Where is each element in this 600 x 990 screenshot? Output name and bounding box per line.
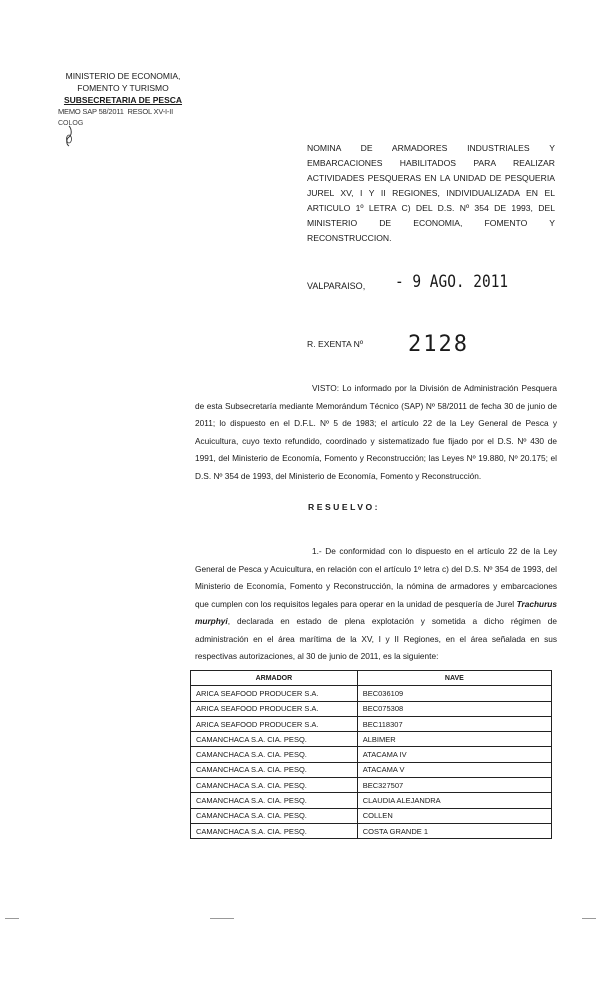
armadores-table [190,670,552,839]
resuelvo-heading: RESUELVO: [308,502,380,512]
date-stamp: - 9 AGO. 2011 [395,272,509,292]
article-1-text-b: , declarada en estado de plena explotación y sometida a dicho régimen de administración en el área marítima de la XV, I y II Regiones, en el área señalada en sus respectivas autorizaciones, al 30 de junio de 2011, es la siguiente: [195,616,557,661]
exenta-label: R. EXENTA Nº [307,339,363,349]
table-row [191,808,552,823]
scan-edge-mark [5,918,19,919]
subsecretaria-name: SUBSECRETARIA DE PESCA [63,95,183,105]
table-row [191,778,552,793]
document-title: NOMINA DE ARMADORES INDUSTRIALES Y EMBARCACIONES HABILITADOS PARA REALIZAR ACTIVIDADES PESQUERAS EN LA UNIDAD DE PESQUERIA JUREL XV, I Y II REGIONES, INDIVIDUALIZADA EN EL ARTICULO 1º LETRA C) DEL D.S. Nº 354 DE 1993, DEL MINISTERIO DE ECONOMIA, FOMENTO Y RECONSTRUCCION. [307,143,555,243]
column-header-armador: ARMADOR [191,671,358,686]
nave-cell: CLAUDIA ALEJANDRA [357,793,551,808]
nave-cell: ALBIMER [357,732,551,747]
nave-cell: COSTA GRANDE 1 [357,823,551,838]
resolution-number: 2128 [408,332,469,357]
table-row [191,716,552,731]
ministry-name-line1: MINISTERIO DE ECONOMIA, [65,71,181,81]
table-row [191,793,552,808]
nave-cell: ATACAMA V [357,762,551,777]
column-header-nave: NAVE [357,671,551,686]
nave-cell: COLLEN [357,808,551,823]
armador-cell: ARICA SEAFOOD PRODUCER S.A. [191,686,358,701]
armador-cell: CAMANCHACA S.A. CIA. PESQ. [191,823,358,838]
reference-code: COLOG [58,120,84,127]
armador-cell: CAMANCHACA S.A. CIA. PESQ. [191,808,358,823]
armador-cell: ARICA SEAFOOD PRODUCER S.A. [191,701,358,716]
table-row [191,732,552,747]
visto-paragraph: VISTO: Lo informado por la División de Administración Pesquera de esta Subsecretaría mediante Memorándum Técnico (SAP) Nº 58/2011 de fecha 30 de junio de 2011; lo dispuesto en el D.F.L. Nº 5 de 1983; el artículo 22 de la Ley General de Pesca y Acuicultura, cuyo texto refundido, coordinado y sistematizado fue fijado por el D.S. Nº 430 de 1991, del Ministerio de Economía, Fomento y Reconstrucción; las Leyes Nº 19.880, Nº 20.175; el D.S. Nº 354 de 1993, del Ministerio de Economía, Fomento y Reconstrucción. [195,383,557,481]
armador-cell: CAMANCHACA S.A. CIA. PESQ. [191,778,358,793]
armador-cell: CAMANCHACA S.A. CIA. PESQ. [191,747,358,762]
nave-cell: BEC036109 [357,686,551,701]
table-row [191,686,552,701]
place-label: VALPARAISO, [307,281,366,291]
species-name: Trachurus murphyi [195,598,557,626]
nave-cell: ATACAMA IV [357,747,551,762]
table-row [191,762,552,777]
scan-edge-mark [582,918,596,919]
memo-reference [58,106,188,118]
armador-cell: CAMANCHACA S.A. CIA. PESQ. [191,732,358,747]
nave-cell: BEC118307 [357,716,551,731]
table-header-row [191,671,552,686]
table-row [191,747,552,762]
armador-cell: CAMANCHACA S.A. CIA. PESQ. [191,793,358,808]
ministry-header [58,70,188,130]
handwritten-mark-icon [64,125,74,147]
article-1-text-a: 1.- De conformidad con lo dispuesto en el artículo 22 de la Ley General de Pesca y Acuicultura, en relación con el artículo 1º letra c) del D.S. Nº 354 de 1993, del Ministerio de Economía, Fomento y Reconstrucción, la nómina de armadores y embarcaciones que cumplen con los requisitos legales para operar en la unidad de pesquería de Jurel [195,546,557,609]
ministry-name-line2: FOMENTO Y TURISMO [77,83,169,93]
table-row [191,823,552,838]
nave-cell: BEC075308 [357,701,551,716]
armador-cell: CAMANCHACA S.A. CIA. PESQ. [191,762,358,777]
table-row [191,701,552,716]
memo-number: MEMO SAP 58/2011 [58,107,124,116]
article-1-paragraph [195,543,557,666]
memo-resolution-ref: RESOL XV-I-II [127,107,173,116]
scan-edge-mark [210,918,234,919]
armador-cell: ARICA SEAFOOD PRODUCER S.A. [191,716,358,731]
nave-cell: BEC327507 [357,778,551,793]
